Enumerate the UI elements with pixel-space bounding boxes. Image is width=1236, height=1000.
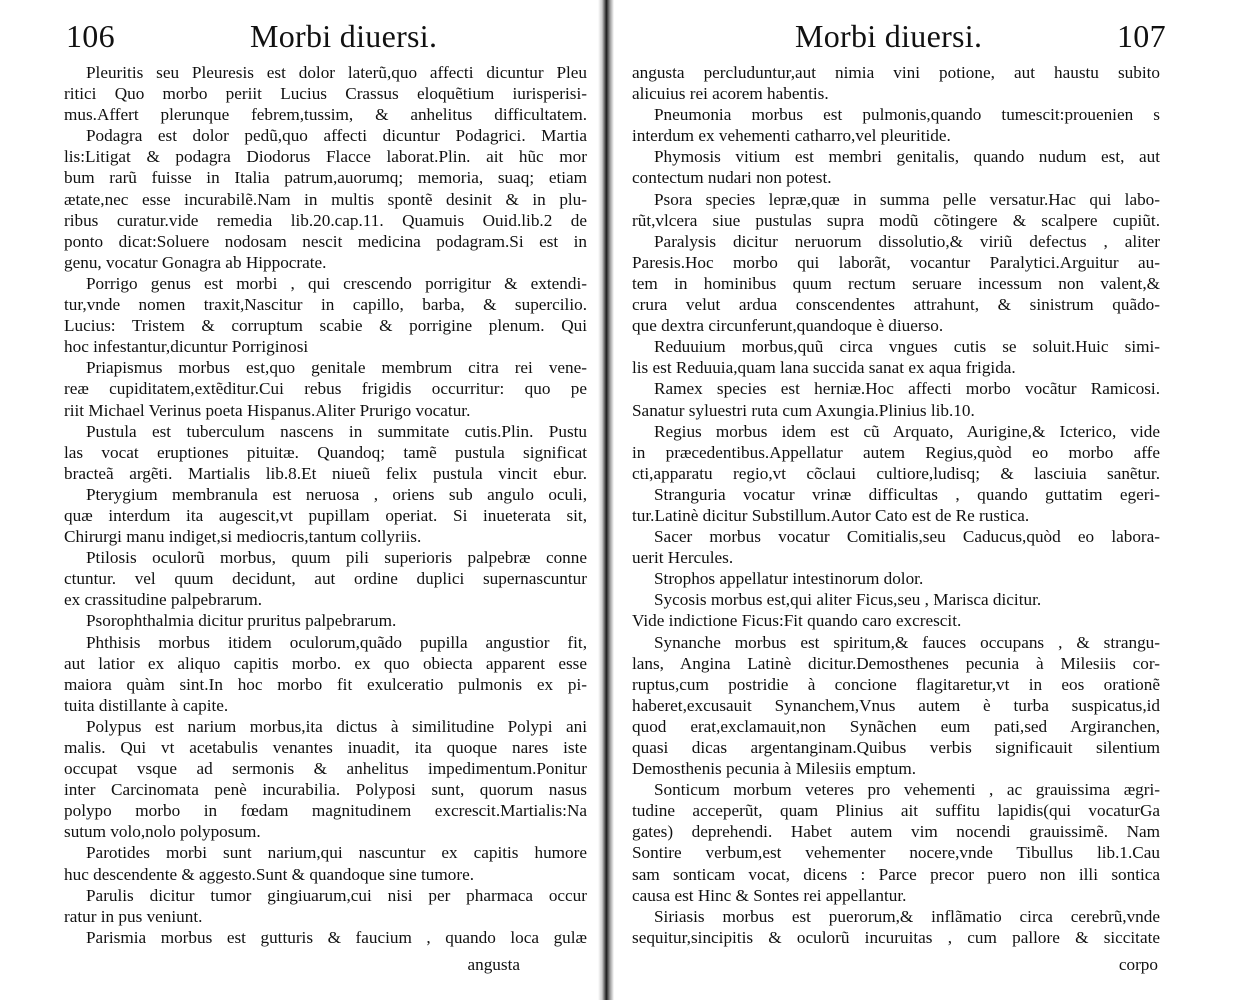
text-line: Priapismus morbus est,quo genitale membrum citra rei vene- — [86, 358, 587, 378]
text-line: quod erat,exclamauit,non Synãchen eum pati,sed Argiranchen, — [632, 716, 1160, 736]
text-line: hoc infestantur,dicuntur Porriginosi — [64, 337, 309, 357]
text-line: tuita distillante à capite. — [64, 695, 229, 715]
text-line: huc descendente & aggesto.Sunt & quandoque sine tumore. — [64, 864, 475, 884]
text-line: cti,apparatu regio,vt cõclaui cultiore,ludisq; & lasciuia sanẽtur. — [632, 463, 1160, 483]
text-line: rũt,vlcera siue pustulas supra modũ cõtingere & scalpere cupiũt. — [632, 210, 1160, 230]
text-line: Pustula est tuberculum nascens in summitate cutis.Plin. Pustu — [86, 421, 587, 441]
text-line: ritici Quo morbo periit Lucius Crassus eloquẽtium iurisperisi- — [64, 84, 587, 104]
text-line: interdum ex vehementi catharro,vel pleuritide. — [632, 126, 951, 146]
text-line: Demosthenis pecunia à Milesiis emptum. — [632, 759, 917, 779]
catchword: angusta — [467, 955, 520, 974]
text-line: Pterygium membranula est neruosa , oriens sub angulo oculi, — [86, 484, 587, 504]
text-line: ratur in pus veniunt. — [64, 906, 203, 926]
right-page — [612, 0, 1236, 1000]
text-line: Stranguria vocatur vrinæ difficultas , quando guttatim egeri- — [654, 484, 1160, 504]
text-line: ponto dicat:Soluere nodosam nescit medicina podagram.Si est in — [64, 231, 587, 251]
text-line: ribus curatur.vide remedia lib.20.cap.11. Quamuis Ouid.lib.2 de — [64, 210, 587, 230]
text-line: Phymosis vitium est membri genitalis, quando nudum est, aut — [654, 147, 1160, 167]
text-line: Sontire verbum,est vehementer nocere,vnde Tibullus lib.1.Cau — [632, 843, 1160, 863]
text-line: Paresis.Hoc morbo qui laborãt, vocantur Paralytici.Arguitur au- — [632, 252, 1160, 272]
text-line: uerit Hercules. — [632, 548, 734, 568]
text-line: Sanatur syluestri ruta cum Axungia.Plinius lib.10. — [632, 400, 975, 420]
text-line: sequitur,sincipitis & oculorũ incuruitas , cum pallore & siccitate — [632, 927, 1160, 947]
text-line: occupat vsque ad sermonis & anhelitus impedimentum.Ponitur — [64, 759, 587, 779]
text-line: lans, Angina Latinè dicitur.Demosthenes pecunia à Milesiis cor- — [632, 653, 1160, 673]
page-number: 106 — [66, 18, 115, 54]
text-line: Polypus est narium morbus,ita dictus à similitudine Polypi ani — [86, 716, 587, 736]
text-line: Pneumonia morbus est pulmonis,quando tumescit:prouenien s — [654, 105, 1160, 125]
text-line: reæ cupiditatem,extẽditur.Cui rebus frigidis occurritur: quo pe — [64, 379, 587, 399]
page-body-text — [64, 62, 587, 948]
text-line: gates) deprehendi. Habet autem vim nocendi grauissimẽ. Nam — [632, 822, 1160, 842]
text-line: Chirurgi manu indiget,si mediocris,tantum collyriis. — [64, 527, 422, 547]
text-line: ctuntur. vel quum decidunt, aut ordine duplici supernascuntur — [64, 569, 587, 589]
text-line: malis. Qui vt acetabulis venantes inuadit, ita quoque nares iste — [64, 738, 587, 757]
text-line: sam sonticam vocat, dicens : Parce precor puero non illi sontica — [632, 864, 1160, 884]
text-line: inter Carcinomata penè incurabilia. Polyposi sunt, quorum nasus — [64, 780, 587, 800]
text-line: Siriasis morbus est puerorum,& inflãmatio circa cerebrũ,vnde — [654, 906, 1160, 926]
text-line: aut latior ex aliquo capitis morbo. ex quo obiecta apparent esse — [64, 653, 587, 673]
text-line: Podagra est dolor pedũ,quo affecti dicuntur Podagrici. Martia — [86, 126, 587, 146]
text-line: sutum volo,nolo polyposum. — [64, 822, 261, 842]
text-line: in præcedentibus.Appellatur autem Regius,quòd eo morbo affe — [632, 442, 1160, 462]
text-line: bracteã argẽti. Martialis lib.8.Et niueũ felix pustula vincit ebur. — [64, 463, 587, 483]
text-line: Ptilosis oculorũ morbus, quum pili superioris palpebræ conne — [86, 548, 587, 568]
text-line: Phthisis morbus itidem oculorum,quãdo pupilla angustior fit, — [86, 632, 587, 652]
text-line: crura velut ardua conscendentes attrahunt, & sinistrum quãdo- — [632, 295, 1160, 315]
text-line: Sonticum morbum veteres pro vehementi , ac grauissima ægri- — [654, 780, 1160, 800]
text-line: quæ interdum ita augescit,vt pupillam operiat. Si inueterata sit, — [64, 505, 587, 525]
text-line: lis est Reduuia,quam lana succida sanat ex aqua frigida. — [632, 358, 1016, 378]
text-line: lis:Litigat & podagra Diodorus Flacce laborat.Plin. ait hũc mor — [64, 147, 587, 167]
text-line: Parulis dicitur tumor gingiuarum,cui nisi per pharmaca occur — [86, 885, 587, 905]
text-line: Psora species lepræ,quæ in summa pelle versatur.Hac qui labo- — [654, 189, 1160, 209]
text-line: Porrigo genus est morbi , qui crescendo porrigitur & extendi- — [86, 273, 587, 293]
text-line: las vocat eruptiones pituitæ. Quandoq; tamẽ pustula significat — [64, 442, 587, 462]
text-line: angusta percluduntur,aut nimia vini potione, aut haustu subito — [632, 63, 1160, 82]
text-line: Sacer morbus vocatur Comitialis,seu Caducus,quòd eo labora- — [654, 527, 1160, 547]
text-line: Vide indictione Ficus:Fit quando caro excrescit. — [632, 611, 962, 631]
text-line: tudine acceperũt, quam Plinius ait suffitu lapidis(qui vocaturGa — [632, 801, 1160, 821]
text-line: causa est Hinc & Sontes rei appellantur. — [632, 885, 907, 905]
text-line: Sycosis morbus est,qui aliter Ficus,seu , Marisca dicitur. — [654, 590, 1042, 610]
text-line: tur.Latinè dicitur Substillum.Autor Cato est de Re rustica. — [632, 505, 1030, 525]
text-line: quasi dicas argentanginam.Quibus verbis significauit silentium — [632, 738, 1160, 757]
running-title: Morbi diuersi. — [250, 18, 438, 54]
text-line: Paralysis dicitur neruorum dissolutio,& viriũ defectus , aliter — [654, 231, 1160, 251]
text-line: Regius morbus idem est cũ Arquato, Aurigine,& Icterico, vide — [654, 421, 1160, 441]
text-line: ætate,nec esse incurabilẽ.Nam in multis spontẽ desinit & in plu- — [64, 189, 587, 209]
text-line: que dextra circunferunt,quandoque è diuerso. — [632, 316, 944, 336]
text-line: tur,vnde nomen traxit,Nascitur in capillo, barba, & supercilio. — [64, 295, 587, 315]
catchword: corpo — [1118, 955, 1158, 974]
running-title: Morbi diuersi. — [795, 18, 983, 54]
text-line: Parotides morbi sunt narium,qui nascuntur ex capitis humore — [86, 843, 587, 863]
text-line: bum rarũ fuisse in Italia patrum,auorumq; memoria, suaq; etiam — [64, 168, 587, 188]
text-line: Strophos appellatur intestinorum dolor. — [654, 569, 924, 589]
text-line: alicuius rei acorem habentis. — [632, 84, 829, 104]
text-line: polypo morbo in fœdam magnitudinem excrescit.Martialis:Na — [64, 801, 587, 821]
text-line: Reduuium morbus,quũ circa vngues cutis se soluit.Huic simi- — [654, 337, 1160, 357]
text-line: mus.Affert plerunque febrem,tussim, & anhelitus difficultatem. — [64, 105, 587, 125]
text-line: maiora quàm sint.In hoc morbo fit exulceratio pulmonis ex pi- — [64, 674, 587, 694]
left-page — [0, 0, 600, 1000]
text-line: ruptus,cum postridie à concione flagitaretur,vt in eos orationẽ — [632, 674, 1160, 694]
text-line: Lucius: Tristem & corruptum scabie & porrigine plenum. Qui — [64, 316, 587, 336]
text-line: Psorophthalmia dicitur pruritus palpebrarum. — [86, 611, 397, 631]
text-line: Pleuritis seu Pleuresis est dolor laterũ,quo affecti dicuntur Pleu — [86, 63, 587, 82]
text-line: contectum nudari non potest. — [632, 168, 832, 188]
text-line: Ramex species est herniæ.Hoc affecti morbo vocãtur Ramicosi. — [654, 379, 1160, 399]
page-number: 107 — [1117, 18, 1166, 54]
text-line: haberet,excusauit Synanchem,Vnus autem è turba suspicatus,id — [632, 695, 1160, 715]
text-line: ex crassitudine palpebrarum. — [64, 590, 263, 610]
text-line: riit Michael Verinus poeta Hispanus.Aliter Prurigo vocatur. — [64, 400, 471, 420]
text-line: tem in hominibus quum rectum seruare incessum non valent,& — [632, 273, 1160, 293]
text-line: Parismia morbus est gutturis & faucium , quando loca gulæ — [86, 927, 587, 947]
page-body-text — [632, 62, 1160, 948]
text-line: Synanche morbus est spiritum,& fauces occupans , & strangu- — [654, 632, 1160, 652]
text-line: genu, vocatur Gonagra ab Hippocrate. — [64, 252, 327, 272]
